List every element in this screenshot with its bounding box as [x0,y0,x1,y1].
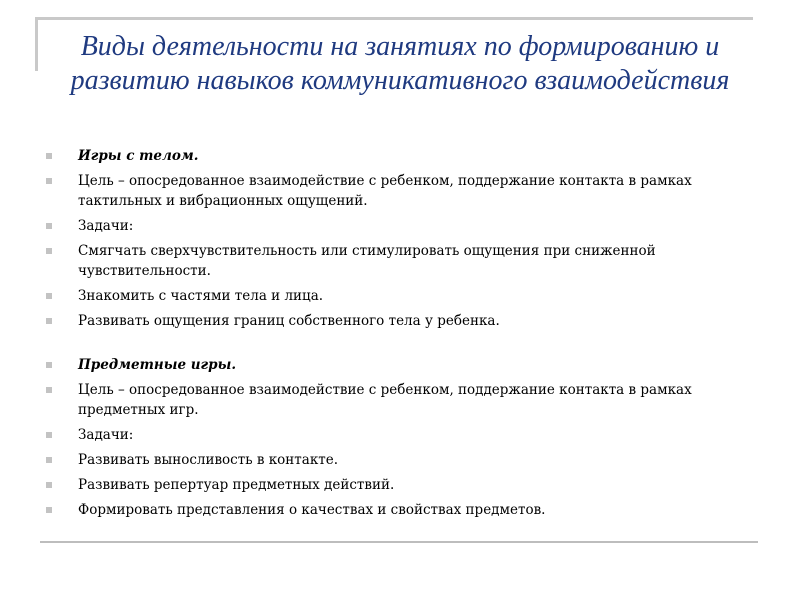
list-item-text: Смягчать сверхчувствительность или стимулировать ощущения при сниженной чувствительности. [78,243,656,279]
list-item-text: Формировать представления о качествах и свойствах предметов. [78,502,546,518]
list-item [46,241,758,281]
slide-title: Виды деятельности на занятиях по формированию и развитию навыков коммуникативного взаимодействия [70,31,730,96]
square-bullet-icon [46,178,52,184]
square-bullet-icon [46,507,52,513]
list-item-heading [46,355,758,375]
square-bullet-icon [46,387,52,393]
list-item [46,311,758,331]
left-decorative-line [35,17,38,71]
square-bullet-icon [46,153,52,159]
list-item-text: Цель – опосредованное взаимодействие с ребенком, поддержание контакта в рамках предметных игр. [78,382,692,418]
bullet-list [46,146,758,525]
list-item-text: Цель – опосредованное взаимодействие с ребенком, поддержание контакта в рамках тактильных и вибрационных ощущений. [78,173,692,209]
section-heading-object-games: Предметные игры. [78,357,237,373]
list-item-text: Задачи: [78,218,134,234]
square-bullet-icon [46,432,52,438]
list-item [46,500,758,520]
list-item-text: Развивать выносливость в контакте. [78,452,339,468]
list-item [46,425,758,445]
bottom-decorative-line [40,541,758,543]
square-bullet-icon [46,482,52,488]
square-bullet-icon [46,318,52,324]
list-item [46,450,758,470]
square-bullet-icon [46,293,52,299]
list-item [46,216,758,236]
list-item-text: Задачи: [78,427,134,443]
section-heading-body-games: Игры с телом. [78,148,199,164]
list-item [46,171,758,211]
list-item [46,475,758,495]
list-item-text: Знакомить с частями тела и лица. [78,288,324,304]
list-item-heading [46,146,758,166]
square-bullet-icon [46,362,52,368]
list-item [46,286,758,306]
square-bullet-icon [46,223,52,229]
list-item-text: Развивать ощущения границ собственного тела у ребенка. [78,313,500,329]
list-item [46,380,758,420]
top-decorative-line [35,17,753,20]
list-item-text: Развивать репертуар предметных действий. [78,477,395,493]
square-bullet-icon [46,248,52,254]
square-bullet-icon [46,457,52,463]
